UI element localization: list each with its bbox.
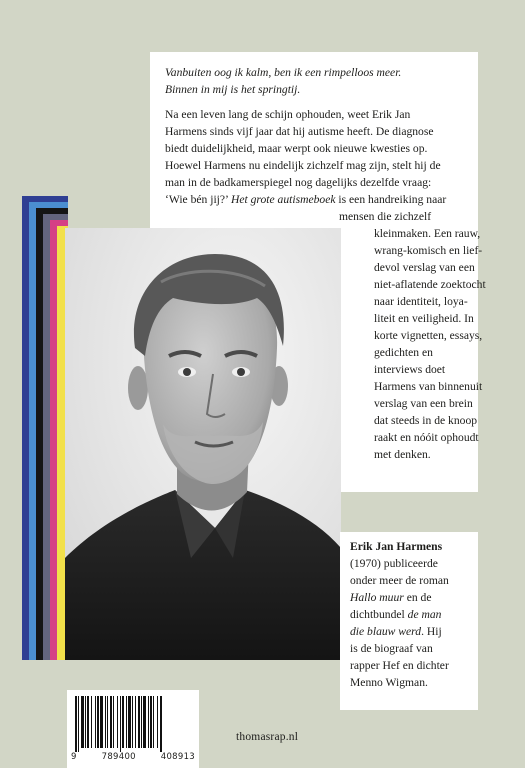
barcode-bar <box>78 696 79 752</box>
portrait-image <box>65 228 341 660</box>
barcode-bar <box>85 696 86 748</box>
blurb-line: man in de badkamerspiegel nog dagelijks dezelfde vraag: <box>165 176 432 189</box>
bio-line <box>350 623 470 640</box>
blurb-line: dat steeds in de knoop <box>374 414 478 427</box>
barcode-bar <box>105 696 106 748</box>
barcode-bar <box>110 696 112 748</box>
bio-line <box>350 589 470 606</box>
bio-line: Menno Wigman. <box>350 676 428 689</box>
blurb-line: met denken. <box>374 448 431 461</box>
bio-line: is de biograaf van <box>350 642 433 655</box>
tagline-line-1: Vanbuiten oog ik kalm, ben ik een rimpelloos meer. <box>165 66 402 79</box>
blurb-line: Na een leven lang de schijn ophouden, weet Erik Jan <box>165 108 411 121</box>
blurb-line: liteit en veiligheid. In <box>374 312 474 325</box>
blurb-line: raakt en nóóit ophoudt <box>374 431 479 444</box>
publisher-url: thomasrap.nl <box>236 731 299 743</box>
barcode-bar <box>75 696 77 752</box>
barcode-bar <box>113 696 114 748</box>
bio-line: (1970) publiceerde <box>350 557 438 570</box>
blurb-line: naar identiteit, loya- <box>374 295 468 308</box>
barcode-bar <box>120 696 121 752</box>
blurb-line: devol verslag van een <box>374 261 475 274</box>
blurb-line: korte vignetten, essays, <box>374 329 483 342</box>
bio-line-rest: en de <box>403 591 432 604</box>
barcode-bar <box>97 696 99 748</box>
barcode-digits-right: 408913 <box>160 752 195 762</box>
bio-line-text: dichtbundel <box>350 608 408 621</box>
bio-book-title: de man <box>407 608 442 621</box>
author-bio-panel <box>340 532 478 710</box>
bio-line: rapper Hef en dichter <box>350 659 449 672</box>
barcode-digits <box>71 752 195 762</box>
barcode-bar <box>87 696 89 748</box>
barcode-digit-first: 9 <box>71 752 77 762</box>
barcode-bar <box>81 696 84 748</box>
barcode-bar <box>100 696 103 748</box>
barcode-bar <box>135 696 136 748</box>
barcode-bar <box>138 696 140 748</box>
blurb-line: biedt duidelijkheid, maar werpt ook nieuwe kwesties op. <box>165 142 428 155</box>
blurb-line-rest: is een handreiking naar <box>335 193 447 206</box>
blurb-line: interviews doet <box>374 363 446 376</box>
barcode-bar <box>107 696 108 748</box>
barcode-bar <box>95 696 96 748</box>
bio-book-title: Hallo muur <box>350 591 404 604</box>
barcode-bar <box>160 696 162 752</box>
barcode-bar <box>128 696 131 748</box>
blurb-line: Harmens sinds vijf jaar dat hij autisme heeft. De diagnose <box>165 125 434 138</box>
bio-book-title: die blauw werd <box>350 625 422 638</box>
blurb-line: niet-aflatende zoektocht <box>374 278 486 291</box>
bio-line: onder meer de roman <box>350 574 449 587</box>
author-name: Erik Jan Harmens <box>350 540 443 553</box>
blurb-line: gedichten en <box>374 346 433 359</box>
barcode-digits-left: 789400 <box>101 752 136 762</box>
barcode-bars <box>75 696 191 752</box>
blurb-line: verslag van een brein <box>374 397 473 410</box>
isbn-barcode <box>67 690 199 768</box>
barcode-bar <box>148 696 149 748</box>
blurb-line: wrang-komisch en lief- <box>374 244 483 257</box>
barcode-bar <box>132 696 133 748</box>
blurb-line: mensen die zichzelf <box>339 210 432 223</box>
barcode-bar <box>143 696 146 748</box>
barcode-bar <box>126 696 127 748</box>
blurb-quote: ‘Wie bén jij?’ <box>165 193 229 206</box>
blurb-line: Hoewel Harmens nu eindelijk zichzelf mag zijn, stelt hij de <box>165 159 441 172</box>
blurb-line: kleinmaken. Een rauw, <box>374 227 481 240</box>
tagline <box>165 64 466 98</box>
tagline-line-2: Binnen in mij is het springtij. <box>165 83 301 96</box>
barcode-bar <box>150 696 152 748</box>
blurb-line <box>165 191 466 208</box>
barcode-bar <box>117 696 118 748</box>
author-photo <box>65 228 341 660</box>
barcode-bar <box>122 696 124 748</box>
blurb-line: Harmens van binnenuit <box>374 380 483 393</box>
barcode-bar <box>157 696 158 748</box>
barcode-bar <box>141 696 142 748</box>
barcode-bar <box>91 696 92 748</box>
book-title: Het grote autismeboek <box>230 193 336 206</box>
bio-line <box>350 606 470 623</box>
bio-line-rest: . Hij <box>421 625 442 638</box>
barcode-bar <box>153 696 154 748</box>
